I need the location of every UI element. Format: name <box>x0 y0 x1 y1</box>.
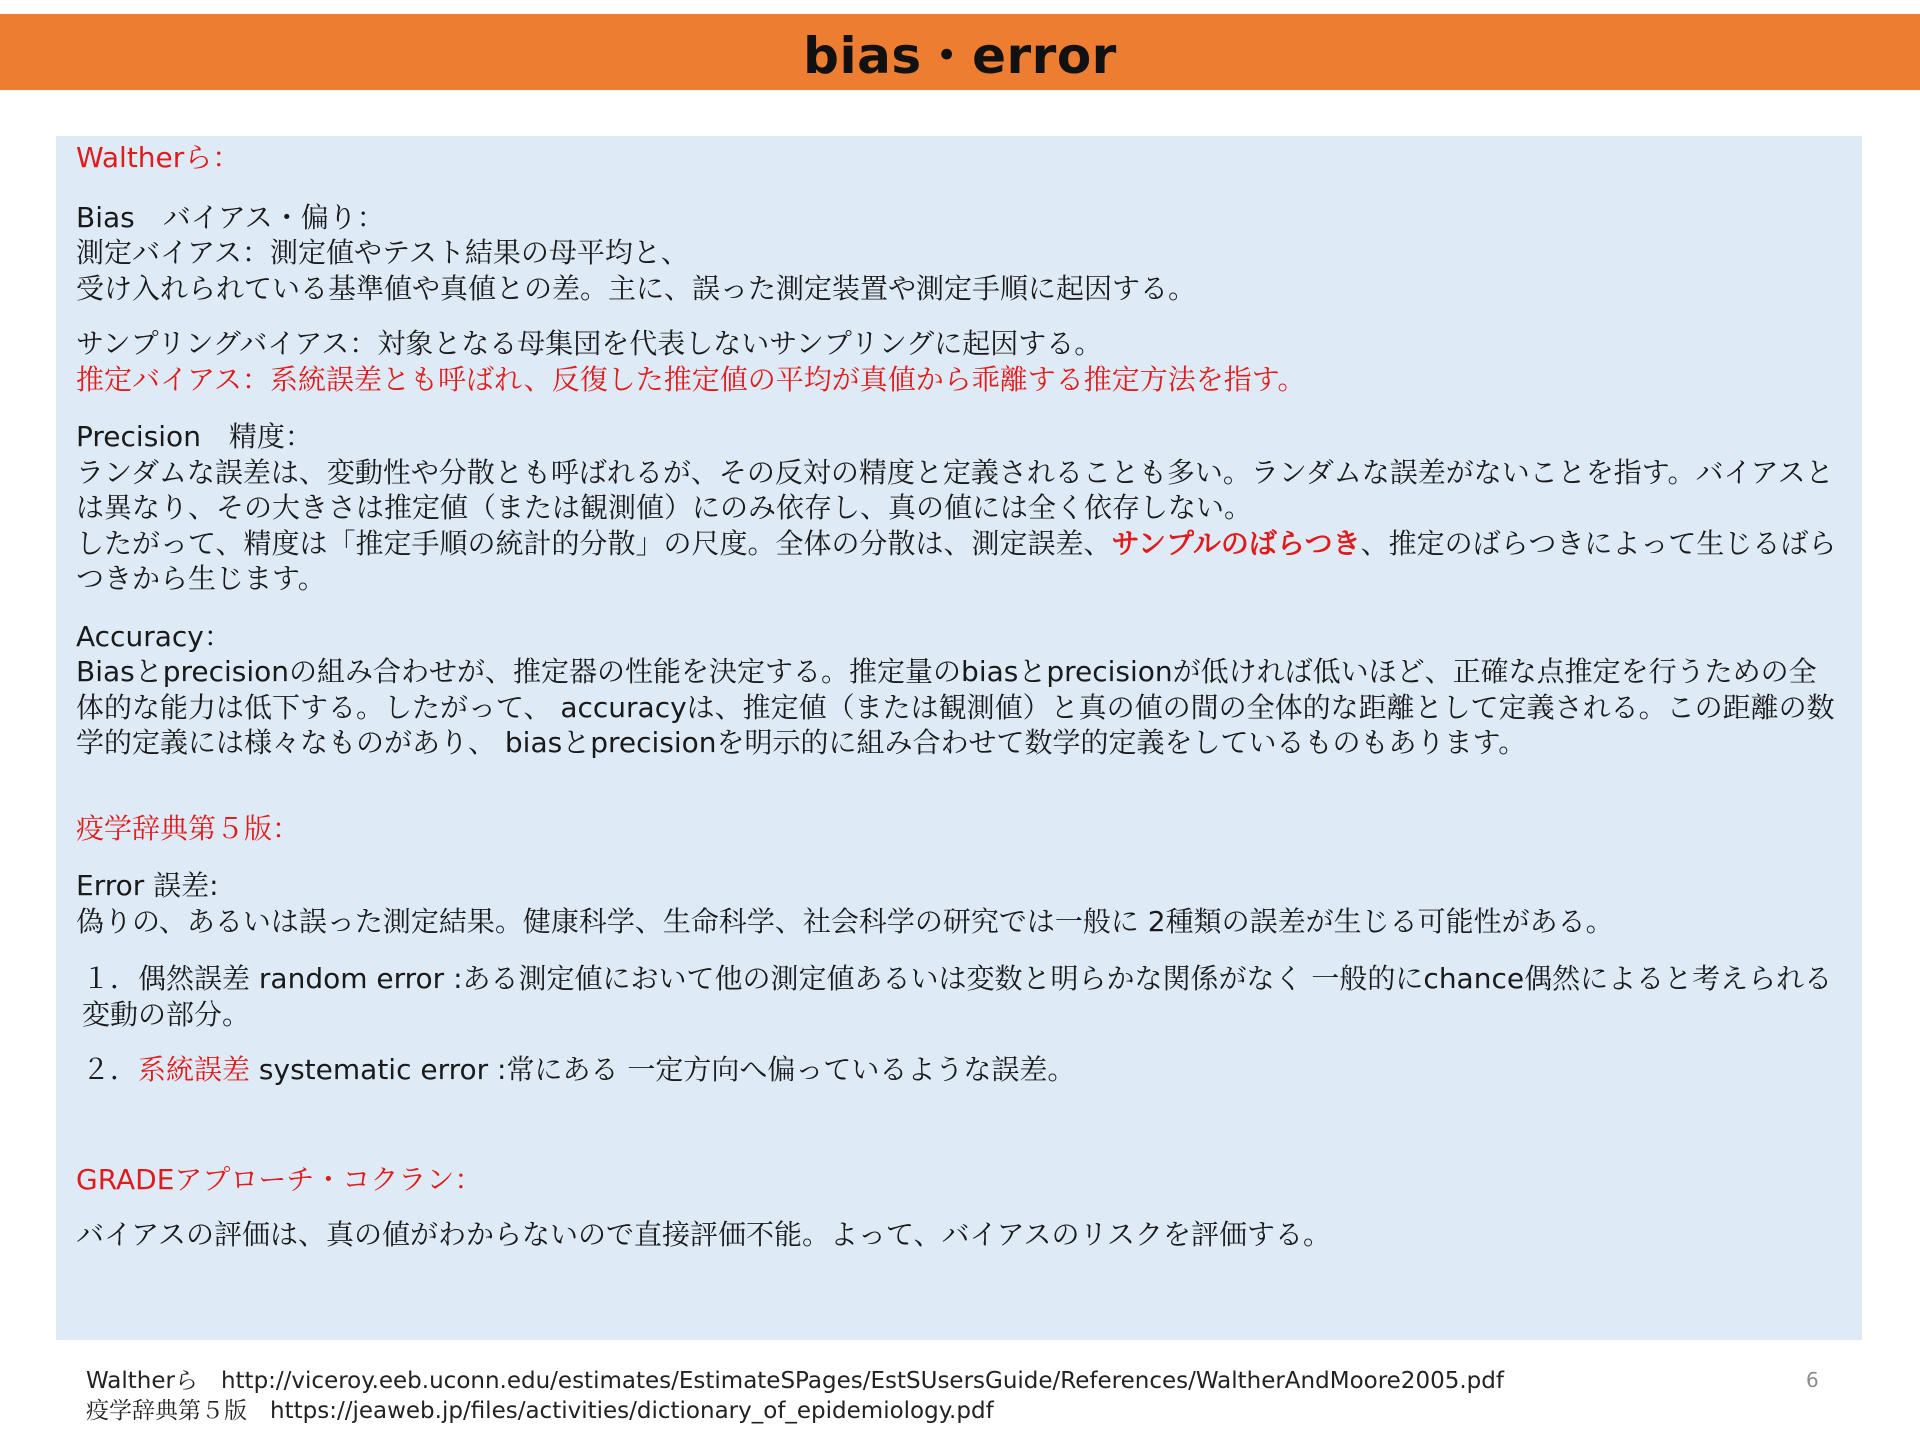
sampling-bias: サンプリングバイアス：対象となる母集団を代表しないサンプリングに起因する。 <box>76 327 1103 360</box>
slide-title: bias・error <box>803 27 1117 85</box>
accuracy-heading: Accuracy： <box>76 619 232 653</box>
walther-heading: Waltherら： <box>76 141 241 174</box>
error-heading: Error 誤差: <box>76 869 219 902</box>
precision-text2b: 、推定のばらつきによって生じるばらつきから生じます。 <box>76 526 1837 595</box>
list-item-random-error: １．偶然誤差 random error :ある測定値において他の測定値あるいは変数と明らかな関係がなく 一般的にchance偶然によると考えられる変動の部分。 <box>82 962 1833 1031</box>
accuracy-text: Biasとprecisionの組み合わせが、推定器の性能を決定する。推定量のbiasとprecisionが低ければ低いほど、正確な点推定を行うための全体的な能力は低下する。したがって、 accuracyは、推定値（または観測値）と真の値の間の全体的な距離として定義される。この距離の数学的定義には様々なものがあり、 biasとprecisionを明示的に組み合わせて数学的定義をしているものもあります。 <box>76 655 1835 759</box>
error-text: 偽りの、あるいは誤った測定結果。健康科学、生命科学、社会科学の研究では一般に 2種類の誤差が生じる可能性がある。 <box>76 904 1614 938</box>
list-item-systematic-error <box>76 1052 1842 1088</box>
grade-text: バイアスの評価は、真の値がわからないので直接評価不能。よって、バイアスのリスクを評価する。 <box>76 1218 1331 1251</box>
precision-text2 <box>76 526 1842 597</box>
bias-line1: 測定バイアス：測定値やテスト結果の母平均と、 <box>76 236 689 269</box>
precision-text2a: したがって、精度は「推定手順の統計的分散」の尺度。全体の分散は、測定誤差、 <box>76 526 1112 560</box>
precision-text1: ランダムな誤差は、変動性や分散とも呼ばれるが、その反対の精度と定義されることも多い。ランダムな誤差がないことを指す。バイアスとは異なり、その大きさは推定値（または観測値）にのみ依存し、真の値には全く依存しない。 <box>76 455 1834 524</box>
footer-ref-walther: Waltherら http://viceroy.eeb.uconn.edu/estimates/EstimateSPages/EstSUsersGuide/References/WaltherAndMoore2005.pdf <box>86 1368 1504 1394</box>
item2-red: 系統誤差 <box>138 1053 251 1086</box>
grade-heading: GRADEアプローチ・コクラン： <box>76 1162 483 1196</box>
item2-prefix: ２． <box>82 1053 139 1086</box>
dictionary-heading: 疫学辞典第５版： <box>76 811 301 845</box>
footer-references <box>86 1366 1504 1426</box>
bias-heading: Bias バイアス・偏り： <box>76 200 385 234</box>
item2-rest: systematic error :常にある 一定方向へ偏っているような誤差。 <box>250 1053 1076 1086</box>
sample-variation-highlight: サンプルのばらつき <box>1111 526 1361 560</box>
content-box <box>56 136 1862 1340</box>
page-number: 6 <box>1806 1368 1819 1392</box>
precision-heading: Precision 精度： <box>76 420 313 453</box>
bias-line2: 受け入れられている基準値や真値との差。主に、誤った測定装置や測定手順に起因する。 <box>76 271 1197 305</box>
estimation-bias: 推定バイアス：系統誤差とも呼ばれ、反復した推定値の平均が真値から乖離する推定方法を指す。 <box>76 362 1306 396</box>
title-bar <box>0 14 1920 90</box>
footer-ref-dictionary: 疫学辞典第５版 https://jeaweb.jp/files/activities/dictionary_of_epidemiology.pdf <box>86 1398 994 1424</box>
